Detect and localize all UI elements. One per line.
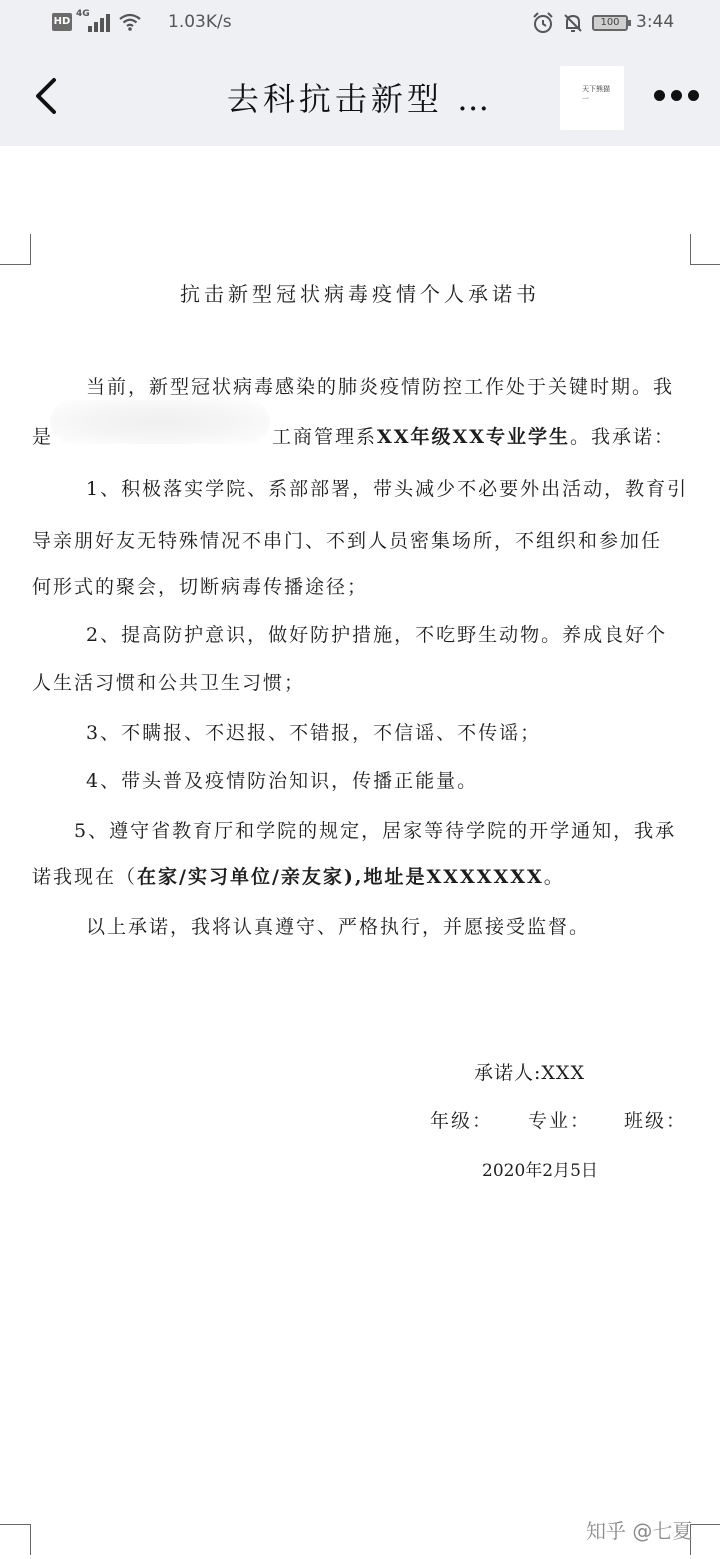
account-avatar[interactable]	[560, 66, 624, 130]
signal-icon	[88, 14, 114, 32]
grade-label: 年级：	[430, 1110, 494, 1132]
document-title: 抗击新型冠状病毒疫情个人承诺书	[180, 282, 540, 306]
hd-badge: HD	[52, 13, 72, 31]
watermark: 知乎 @七夏	[586, 1519, 693, 1543]
back-arrow-icon[interactable]	[30, 76, 64, 116]
signer: 承诺人:XXX	[474, 1062, 585, 1084]
closing-line: 以上承诺，我将认真遵守、严格执行，并愿接受监督。	[86, 916, 591, 938]
text-fragment-bold: XX年级XX专业学生	[377, 426, 570, 448]
text-fragment: 是	[32, 426, 54, 448]
alarm-icon	[532, 12, 554, 34]
page-corner-mark	[690, 234, 720, 265]
page-corner-mark	[0, 1524, 31, 1555]
list-item-line	[32, 862, 565, 889]
list-item-line: 何形式的聚会，切断病毒传播途径；	[32, 576, 369, 598]
paragraph-line	[272, 422, 675, 449]
top-bar	[0, 0, 720, 146]
text-fragment: 工商管理系	[272, 426, 378, 448]
list-item-line: 2、提高防护意识，做好防护措施，不吃野生动物。养成良好个	[86, 624, 668, 646]
text-fragment-bold: 在家/实习单位/亲友家),地址是XXXXXXX	[137, 866, 544, 888]
class-label: 班级：	[624, 1110, 688, 1132]
more-options-icon[interactable]	[654, 88, 700, 104]
battery-icon: 100	[592, 15, 628, 31]
major-label: 专业：	[528, 1110, 592, 1132]
list-item-line: 3、不瞒报、不迟报、不错报，不信谣、不传谣；	[86, 722, 542, 744]
mute-bell-icon	[562, 12, 584, 34]
document-page	[0, 146, 720, 1559]
page-corner-mark	[690, 1524, 720, 1555]
list-item-line: 1、积极落实学院、系部部署，带头减少不必要外出活动，教育引	[86, 478, 689, 500]
redacted-name	[50, 400, 270, 444]
wifi-icon	[118, 12, 142, 32]
list-item-line: 5、遵守省教育厅和学院的规定，居家等待学院的开学通知，我承	[74, 820, 677, 842]
app-bar	[0, 46, 720, 146]
status-bar	[0, 0, 720, 46]
avatar-text-1: 天下熊猫	[582, 85, 610, 93]
page-corner-mark	[0, 234, 31, 265]
network-type: 4G	[76, 9, 90, 19]
text-fragment: 。	[543, 866, 565, 888]
page-title: 去科抗击新型 …	[226, 80, 494, 118]
list-item-line: 导亲朋好友无特殊情况不串门、不到人员密集场所，不组织和参加任	[32, 530, 663, 552]
list-item-line: 4、带头普及疫情防治知识，传播正能量。	[86, 770, 479, 792]
text-fragment: 。我承诺：	[569, 426, 675, 448]
list-item-line: 人生活习惯和公共卫生习惯；	[32, 672, 306, 694]
date: 2020年2月5日	[482, 1161, 598, 1181]
avatar-text-2: 一	[582, 95, 589, 103]
text-fragment: 诺我现在（	[32, 866, 138, 888]
paragraph-line: 当前，新型冠状病毒感染的肺炎疫情防控工作处于关键时期。我	[86, 376, 675, 398]
network-speed: 1.03K/s	[168, 12, 232, 32]
paragraph-line	[32, 422, 53, 449]
clock: 3:44	[636, 12, 675, 32]
